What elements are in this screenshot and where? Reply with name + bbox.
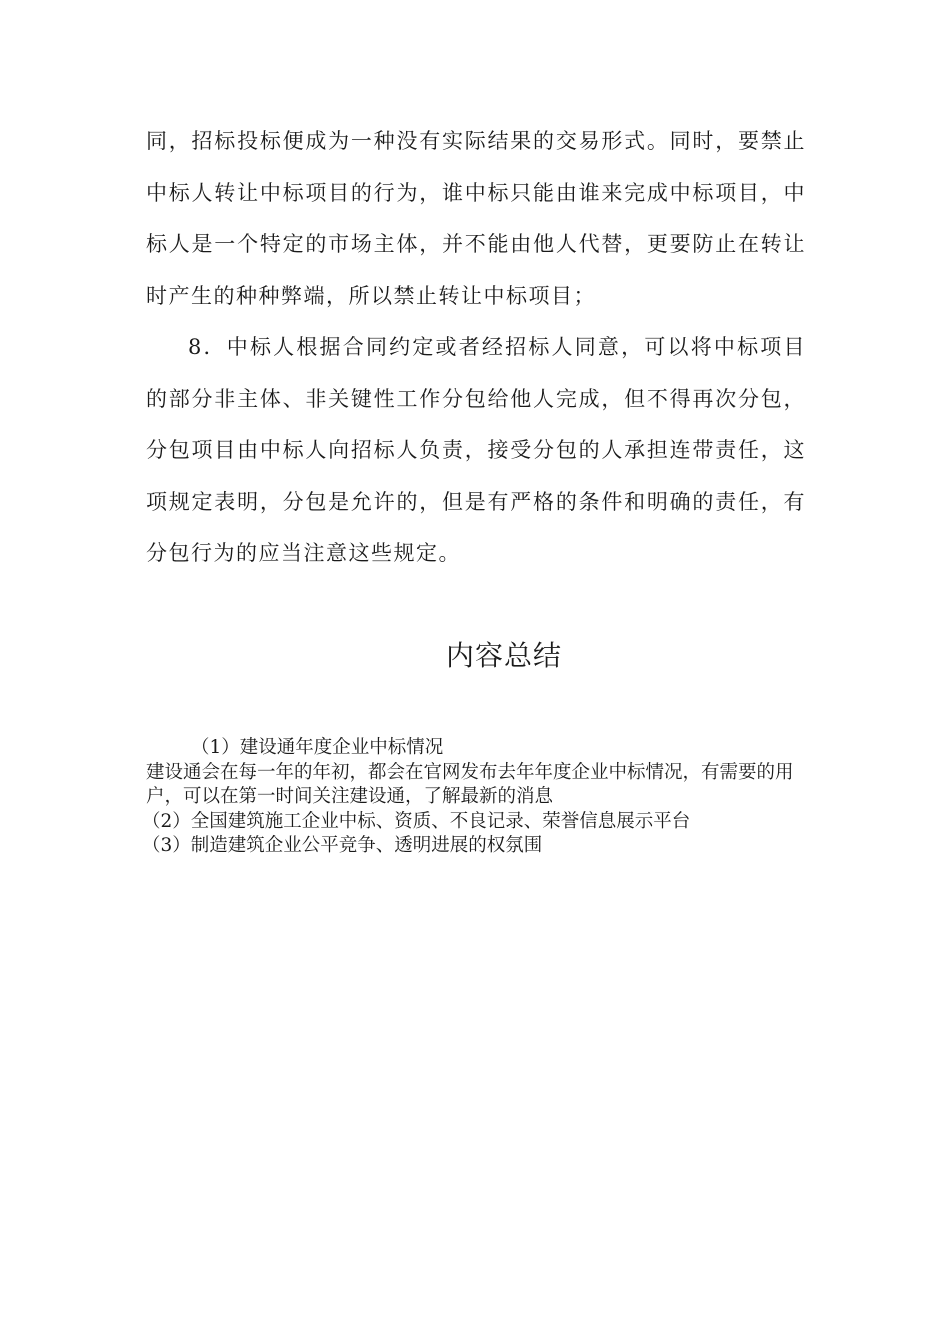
summary-section: [142, 736, 806, 859]
summary-item-1-text: 建设通会在每一年的年初，都会在官网发布去年年度企业中标情况，有需要的用户，可以在第一时间关注建设通，了解最新的消息: [146, 761, 794, 807]
summary-item-3: （3）制造建筑企业公平竞争、透明进展的权氛围: [142, 835, 543, 856]
summary-item-1-heading: （1）建设通年度企业中标情况: [191, 737, 444, 758]
summary-title: 内容总结: [445, 639, 562, 672]
paragraph-item-8: 8．中标人根据合同约定或者经招标人同意，可以将中标项目的部分非主体、非关键性工作分包给他人完成，但不得再次分包，分包项目由中标人向招标人负责，接受分包的人承担连带责任，这项规定表明，分包是允许的，但是有严格的条件和明确的责任，有分包行为的应当注意这些规定。: [146, 335, 806, 565]
paragraph-continued: 同，招标投标便成为一种没有实际结果的交易形式。同时，要禁止中标人转让中标项目的行为，谁中标只能由谁来完成中标项目，中标人是一个特定的市场主体，并不能由他人代替，更要防止在转让时产生的种种弊端，所以禁止转让中标项目；: [146, 129, 806, 308]
body-text: [146, 116, 806, 580]
summary-item-2: （2）全国建筑施工企业中标、资质、不良记录、荣誉信息展示平台: [142, 810, 691, 832]
